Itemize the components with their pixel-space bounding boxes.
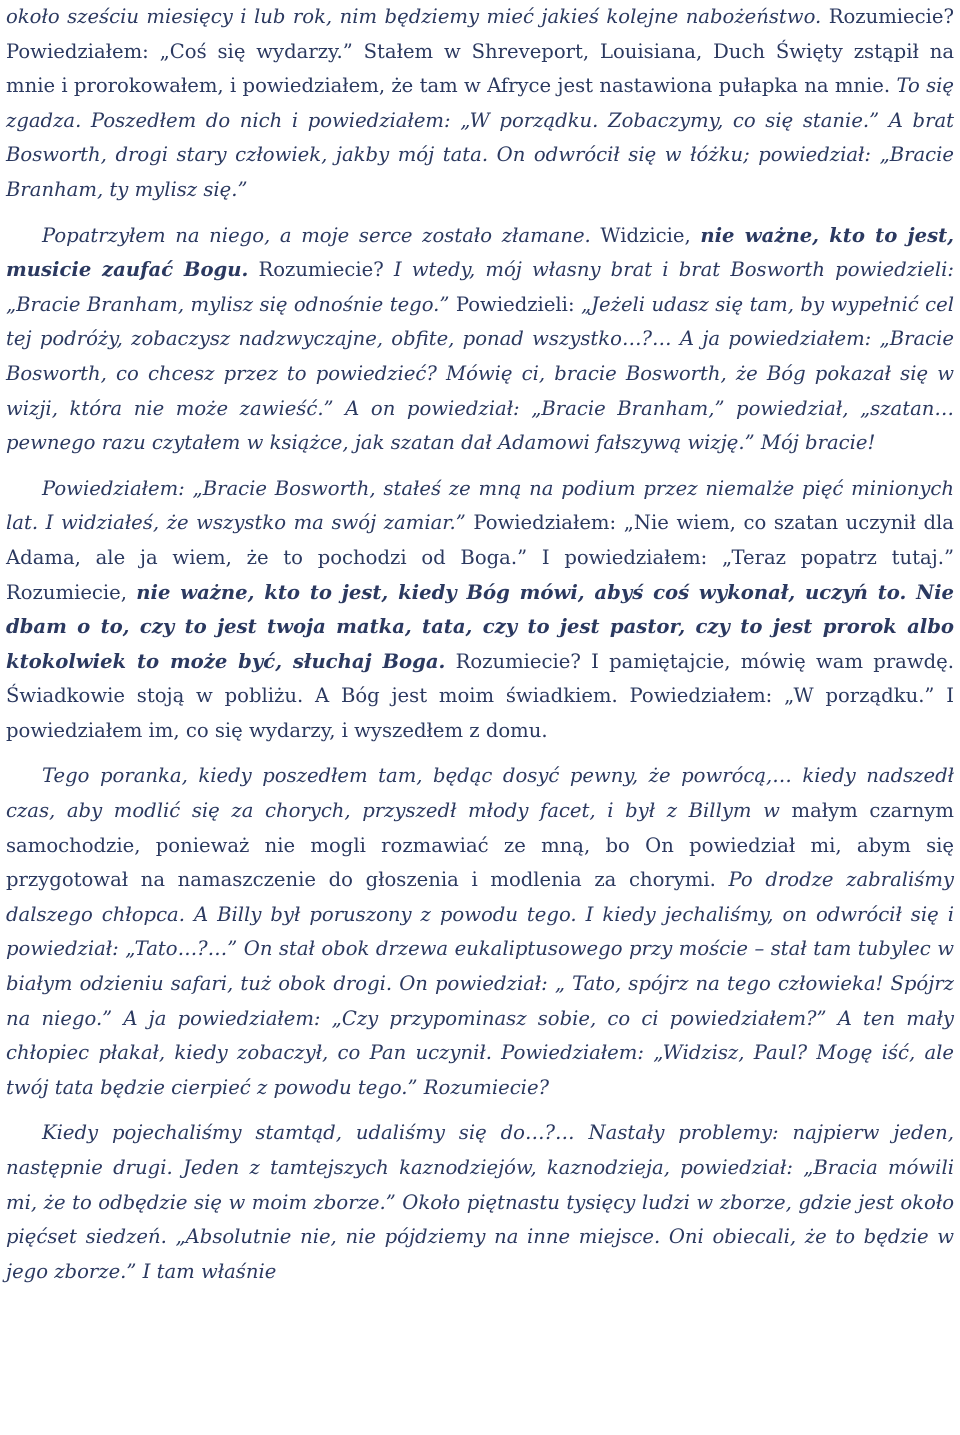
text-run: Po drodze zabraliśmy dalszego chłopca. A Billy był poruszony z powodu tego. I kiedy jechaliśmy, on odwrócił się i powiedział: „Tato…?…” On stał obok drzewa eukaliptusowego przy moście – stał tam tubylec w białym odzieniu safari, tuż obok drogi. On powiedział: „ Tato, spójrz na tego człowieka! Spójrz na niego.” A ja powiedziałem: „Czy przypominasz sobie, co ci powiedziałem?” A ten mały chłopiec płakał, kiedy zobaczył, co Pan uczynił. Powiedziałem: „Widzisz, Paul? Mogę iść, ale twój tata będzie cierpieć z powodu tego.” Rozumiecie? — [6, 868, 954, 1099]
paragraph — [6, 1116, 954, 1289]
text-run: Rozumiecie? — [248, 258, 394, 282]
text-run: Powiedzieli: — [449, 292, 582, 316]
text-run: Powiedziałem: „Bracie Bosworth, stałeś ze mną na podium przez niemalże pięć minionych lat. I widziałeś, że wszystko ma swój zamiar.” — [6, 476, 954, 535]
text-run: Popatrzyłem na niego, a moje serce zostało złamane. — [42, 223, 591, 247]
paragraph — [6, 219, 954, 461]
text-run: nie ważne, kto to jest, kiedy Bóg mówi, abyś coś wykonał, uczyń to. Nie dbam o to, czy to jest twoja matka, tata, czy to jest pastor, czy to jest prorok albo ktokolwiek to może być, słuchaj Boga. — [6, 580, 954, 673]
text-run: To się zgadza. Poszedłem do nich i powiedziałem: „W porządku. Zobaczymy, co się stanie.” A brat Bosworth, drogi stary człowiek, jakby mój tata. On odwrócił się w łóżku; powiedział: „Bracie Branham, ty mylisz się.” — [6, 74, 954, 201]
paragraph — [6, 759, 954, 1105]
text-run: I wtedy, mój własny brat i brat Bosworth powiedzieli: „Bracie Branham, mylisz się odnośnie tego.” — [6, 258, 954, 316]
text-run: nie ważne, kto to jest, musicie zaufać Bogu. — [6, 223, 955, 282]
text-run: Tego poranka, kiedy poszedłem tam, będąc dosyć pewny, że powrócą,… kiedy nadszedł czas, aby modlić się za chorych, przyszedł młody facet, i był z Billym w — [6, 764, 954, 823]
text-run: A ja powiedziałem: „Bracie Bosworth, co chcesz przez to powiedzieć? Mówię ci, bracie Bosworth, że Bóg pokazał się w wizji, która nie może zawieść.” A on powiedział: „Bracie Branham,” powiedział, „szatan… pewnego razu czytałem w książce, jak szatan dał Adamowi fałszywą wizję.” Mój bracie! — [6, 327, 954, 455]
text-run: Kiedy pojechaliśmy stamtąd, udaliśmy się do…?… Nastały problemy: najpierw jeden, następnie drugi. Jeden z tamtejszych kaznodziejów, kaznodzieja, powiedział: „Bracia mówili mi, że to odbędzie się w moim zborze.” Około piętnastu tysięcy ludzi w zborze, gdzie jest około pięćset siedzeń. „Absolutnie nie, nie pójdziemy na inne miejsce. Oni obiecali, że to będzie w jego zborze.” I tam właśnie — [6, 1121, 954, 1283]
text-run: „Jeżeli udasz się tam, by wypełnić cel tej podróży, zobaczysz nadzwyczajne, obfite, ponad wszystko…?… — [6, 292, 954, 351]
text-run: Widzicie, — [590, 223, 701, 247]
text-run: Rozumiecie? Powiedziałem: „Coś się wydarzy.” Stałem w Shreveport, Louisiana, Duch Święty zstąpił na mnie i prorokowałem, i powiedziałem, że tam w Afryce jest nastawiona pułapka na mnie. — [6, 5, 954, 98]
text-run: Powiedziałem: „Nie wiem, co szatan uczynił dla Adama, ale ja wiem, że to pochodzi od Boga.” I powiedziałem: „Teraz popatrz tutaj.” Rozumiecie, — [6, 511, 954, 604]
paragraph — [6, 0, 954, 208]
text-run: Rozumiecie? I pamiętajcie, mówię wam prawdę. Świadkowie stoją w pobliżu. A Bóg jest moim świadkiem. Powiedziałem: „W porządku.” I powiedziałem im, co się wydarzy, i wyszedłem z domu. — [6, 649, 955, 742]
paragraph — [6, 472, 954, 749]
text-run: małym czarnym samochodzie, ponieważ nie mogli rozmawiać ze mną, bo On powiedział mi, abym się przygotował na namaszczenie do głoszenia i modlenia za chorymi. — [6, 799, 954, 892]
text-run: około sześciu miesięcy i lub rok, nim będziemy mieć jakieś kolejne nabożeństwo. — [6, 5, 822, 28]
